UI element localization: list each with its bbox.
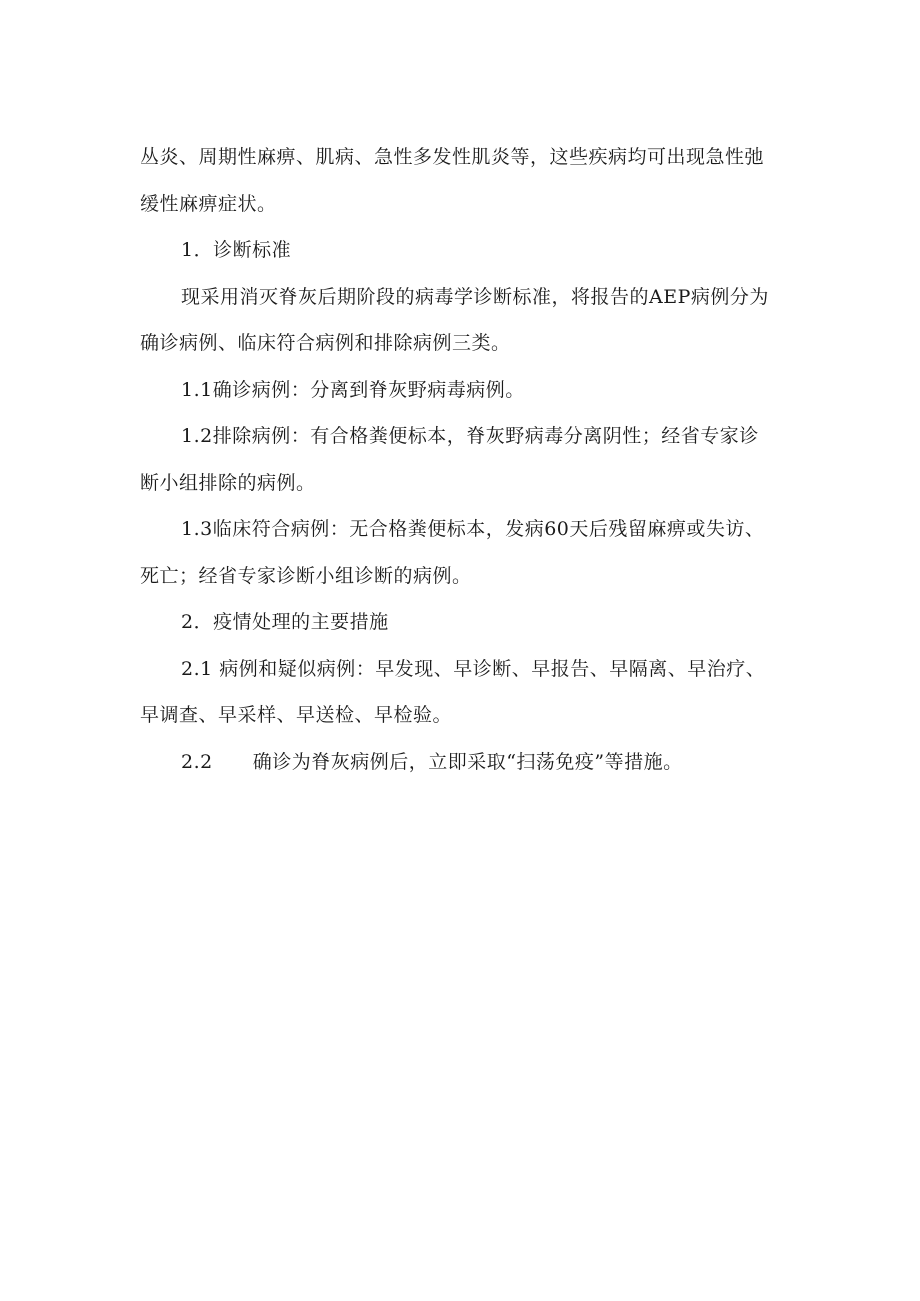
subsection-line: 1.2排除病例：有合格粪便标本，脊灰野病毒分离阴性；经省专家诊 (181, 425, 759, 447)
paragraph-line: 早调查、早采样、早送检、早检验。 (140, 704, 453, 726)
subsection-line: 1.1确诊病例：分离到脊灰野病毒病例。 (181, 378, 525, 401)
subsection-line: 1.3临床符合病例：无合格粪便标本，发病60天后残留麻痹或失访、 (181, 518, 765, 540)
paragraph-line: 断小组排除的病例。 (140, 471, 316, 494)
section-heading: 1．诊断标准 (181, 239, 292, 261)
document-body (140, 134, 790, 785)
paragraph-line: 丛炎、周期性麻痹、肌病、急性多发性肌炎等，这些疾病均可出现急性弛 (140, 146, 765, 168)
subsection-number: 2.2 (181, 750, 213, 773)
paragraph-line: 死亡；经省专家诊断小组诊断的病例。 (140, 564, 472, 587)
subsection-line (140, 739, 790, 786)
paragraph-line: 确诊病例、临床符合病例和排除病例三类。 (140, 332, 511, 354)
subsection-line: 2.1 病例和疑似病例：早发现、早诊断、早报告、早隔离、早治疗、 (181, 657, 766, 680)
section-heading: 2．疫情处理的主要措施 (181, 611, 389, 633)
paragraph-line: 现采用消灭脊灰后期阶段的病毒学诊断标准，将报告的AEP病例分为 (181, 285, 769, 308)
paragraph-line: 缓性麻痹症状。 (140, 192, 277, 215)
subsection-text: 确诊为脊灰病例后，立即采取“扫荡免疫”等措施。 (252, 750, 683, 773)
